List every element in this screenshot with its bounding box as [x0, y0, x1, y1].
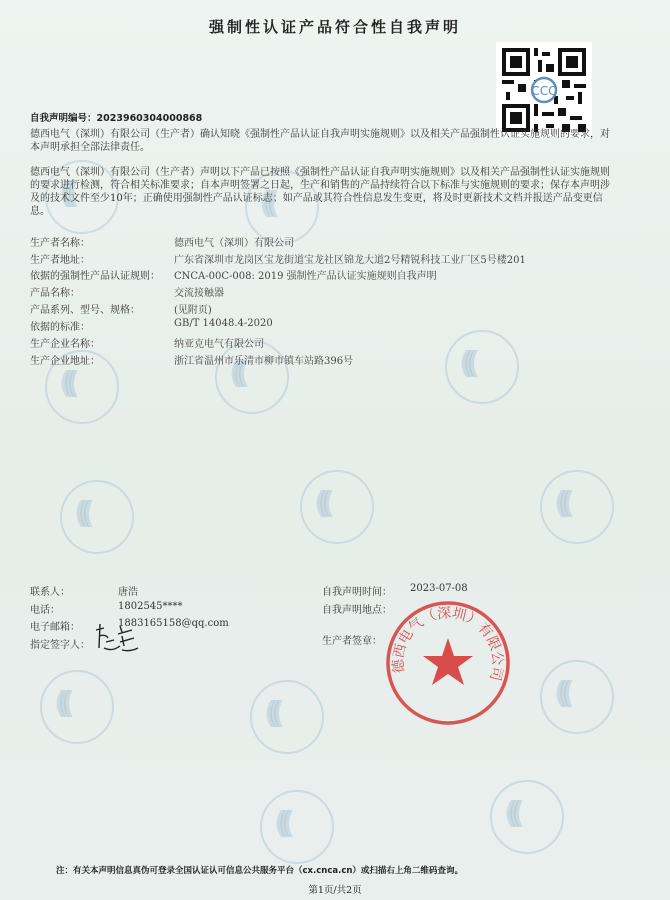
footnote: 注：有关本声明信息真伪可登录全国认证认可信息公共服务平台（cx.cnca.cn）或扫描右上角二维码查询。: [56, 866, 463, 876]
email-label: 电子邮箱：: [30, 622, 80, 633]
declaration-place-label: 自我声明地点：: [322, 605, 392, 616]
svg-text:德西电气（深圳）有限公司: 德西电气（深圳）有限公司: [390, 605, 506, 683]
ccc-watermark-icon: [250, 680, 324, 754]
field-value: 广东省深圳市龙岗区宝龙街道宝龙社区锦龙大道2号精锐科技工业厂区5号楼201: [174, 255, 526, 266]
declaration-number-value: 2023960304000868: [96, 113, 203, 124]
field-label: 生产者名称：: [30, 238, 90, 249]
field-value: 纳亚克电气有限公司: [174, 339, 264, 350]
ccc-watermark-icon: [490, 780, 564, 854]
ccc-watermark-icon: [40, 670, 114, 744]
qr-code-icon[interactable]: [496, 42, 592, 138]
ccc-watermark-icon: [540, 470, 614, 544]
declaration-number: [30, 110, 202, 124]
ccc-watermark-icon: [300, 470, 374, 544]
field-label: 生产企业地址：: [30, 356, 100, 367]
producer-signature-label: 生产者签章：: [322, 636, 382, 647]
field-value: 交流接触器: [174, 288, 224, 299]
field-label: 产品系列、型号、规格：: [30, 305, 140, 316]
field-value: GB/T 14048.4-2020: [174, 318, 273, 329]
handwritten-signature: [92, 618, 142, 658]
contact-person-value: 唐浩: [118, 587, 138, 598]
company-seal: [383, 598, 513, 728]
field-value: (见附页): [174, 305, 212, 316]
contact-person-label: 联系人：: [30, 587, 70, 598]
field-label: 生产者地址：: [30, 255, 90, 266]
svg-text:CCC: CCC: [531, 84, 557, 99]
field-label: 依据的标准：: [30, 322, 90, 333]
page-number: 第1页/共2页: [308, 885, 362, 896]
ccc-watermark-icon: [445, 330, 519, 404]
declaration-time-label: 自我声明时间：: [322, 587, 392, 598]
document-title: 强制性认证产品符合性自我声明: [208, 18, 461, 36]
email-value: 1883165158@qq.com: [118, 618, 229, 629]
signatory-label: 指定签字人：: [30, 640, 90, 651]
declaration-number-label: 自我声明编号：: [30, 113, 97, 124]
phone-label: 电话：: [30, 605, 60, 616]
phone-value: 1802545****: [118, 601, 183, 612]
ccc-watermark-icon: [60, 480, 134, 554]
field-label: 生产企业名称：: [30, 339, 100, 350]
statement-paragraph-2: 德西电气（深圳）有限公司（生产者）声明以下产品已按照《强制性产品认证自我声明实施规则》以及相关产品强制性认证实施规则的要求进行检测，符合相关标准要求；自本声明签署之日起，生产和销售的产品持续符合以下标准与实施规则的要求；保存本声明涉及的技术文件至少10年；正确使用强制性产品认证标志；如产品或其符合性信息发生变更，将及时更新技术文档并报送产品变更信息。: [30, 167, 610, 217]
field-value: 德西电气（深圳）有限公司: [174, 238, 294, 249]
field-label: 依据的强制性产品认证规则：: [30, 271, 160, 282]
ccc-watermark-icon: [540, 660, 614, 734]
ccc-watermark-icon: [260, 790, 334, 864]
field-label: 产品名称：: [30, 288, 80, 299]
field-value: 浙江省温州市乐清市柳市镇车站路396号: [174, 356, 354, 367]
field-value: CNCA-00C-008: 2019 强制性产品认证实施规则自我声明: [174, 271, 437, 282]
statement-paragraph-1: 德西电气（深圳）有限公司（生产者）确认知晓《强制性产品认证自我声明实施规则》以及相关产品强制性认证实施规则的要求，对本声明承担全部法律责任。: [30, 129, 610, 153]
declaration-time-value: 2023-07-08: [410, 583, 468, 594]
